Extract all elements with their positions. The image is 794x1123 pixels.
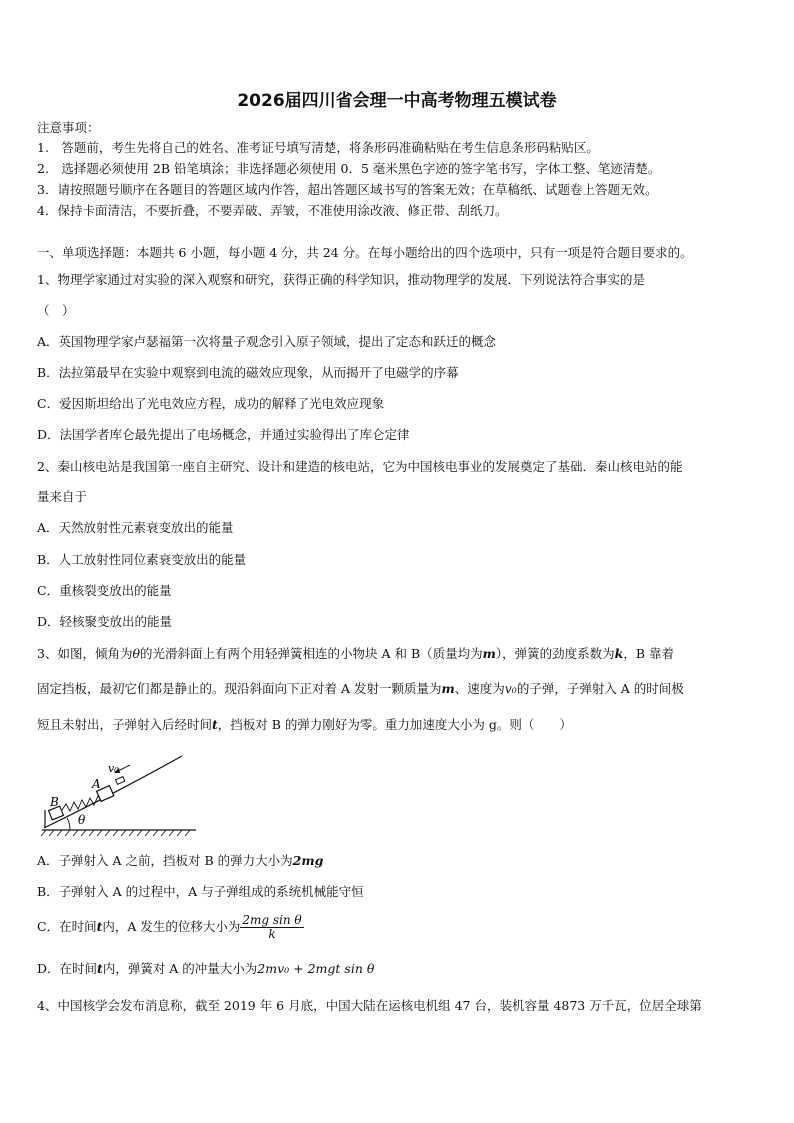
- question-stem: 量来自于: [37, 489, 88, 504]
- label-v0: v₀: [108, 762, 119, 775]
- option-value: 2mg: [292, 853, 324, 868]
- page-title: 2026届四川省会理一中高考物理五模试卷: [237, 91, 557, 111]
- symbol-k: k: [614, 646, 624, 661]
- symbol-m: m: [482, 646, 496, 661]
- symbol-t: t: [96, 919, 103, 934]
- stem-text: ，B 靠着: [623, 646, 674, 661]
- incline-figure: [40, 752, 200, 840]
- bullet: [116, 777, 125, 785]
- question-stem: [37, 646, 674, 662]
- fraction: [240, 914, 303, 941]
- question-4-stem: 4、中国核学会发布消息称，截至 2019 年 6 月底，中国大陆在运核电机组 47 台，装机容量 4873 万千瓦，位居全球第: [37, 998, 702, 1013]
- ground-hatching: [41, 830, 190, 836]
- option-b: B．人工放射性同位素衰变放出的能量: [37, 552, 247, 567]
- symbol-t: t: [212, 717, 218, 732]
- stem-text: ），弹簧的劲度系数为: [495, 646, 615, 661]
- stem-text: 短且未射出，子弹射入后经时间: [37, 717, 213, 732]
- stem-text: 、速度为: [454, 681, 505, 696]
- option-text: C．在时间: [37, 919, 97, 934]
- question-stem: 2、秦山核电站是我国第一座自主研究、设计和建造的核电站，它为中国核电事业的发展奠定了基础．秦山核电站的能: [37, 459, 683, 474]
- option-a: A．英国物理学家卢瑟福第一次将量子观念引入原子领域，提出了定态和跃迁的概念: [37, 334, 497, 349]
- option-c: C．爱因斯坦给出了光电效应方程，成功的解释了光电效应现象: [37, 396, 385, 411]
- notice-item: 2. 选择题必须使用 2B 铅笔填涂；非选择题必须使用 0．5 毫米黑色字迹的签字笔书写，字体工整、笔迹清楚。: [37, 161, 661, 176]
- answer-paren: （ ）: [37, 303, 75, 318]
- stem-text: ，挡板对 B 的弹力刚好为零。重力加速度大小为 g。则（ ）: [217, 717, 572, 732]
- stem-text: 3、如图，倾角为: [37, 646, 133, 661]
- question-stem: [37, 717, 572, 733]
- question-stem: [37, 681, 684, 697]
- option-value: 2mv₀ + 2mgt sin θ: [257, 961, 375, 976]
- label-a: A: [92, 777, 101, 791]
- question-stem: 1、物理学家通过对实验的深入观察和研究，获得正确的科学知识，推动物理学的发展．下列说法符合事实的是: [37, 272, 645, 287]
- option-text: 内，A 发生的位移大小为: [102, 919, 241, 934]
- notice-item: 3．请按照题号顺序在各题目的答题区域内作答，超出答题区域书写的答案无效；在草稿纸、试题卷上答题无效。: [37, 182, 658, 197]
- option-c: C．重核裂变放出的能量: [37, 583, 172, 598]
- stem-text: 的光滑斜面上有两个用轻弹簧相连的小物块 A 和 B（质量均为: [140, 646, 483, 661]
- option-d: D．轻核聚变放出的能量: [37, 614, 173, 629]
- symbol-t: t: [97, 961, 103, 976]
- label-b: B: [50, 795, 59, 809]
- stem-text: 的子弹，子弹射入 A 的时间极: [516, 681, 684, 696]
- option-a: [37, 853, 323, 869]
- option-b: B．法拉第最早在实验中观察到电流的磁效应现象，从而揭开了电磁学的序幕: [37, 365, 459, 380]
- symbol-m: m: [441, 681, 455, 696]
- option-c: [37, 914, 304, 941]
- option-b: B．子弹射入 A 的过程中，A 与子弹组成的系统机械能守恒: [37, 884, 364, 899]
- option-text: D．在时间: [37, 961, 98, 976]
- option-a: A．天然放射性元素衰变放出的能量: [37, 520, 234, 535]
- fraction-numerator: 2mg sin θ: [242, 913, 302, 927]
- notice-heading: 注意事项：: [37, 120, 100, 135]
- section-heading: 一、单项选择题：本题共 6 小题，每小题 4 分，共 24 分。在每小题给出的四个选项中，只有一项是符合题目要求的。: [37, 245, 693, 260]
- stem-text: 固定挡板，最初它们都是静止的。现沿斜面向下正对着 A 发射一颗质量为: [37, 681, 442, 696]
- option-text: 内，弹簧对 A 的冲量大小为: [102, 961, 258, 976]
- fraction-denominator: k: [268, 927, 276, 941]
- symbol-theta: θ: [132, 646, 140, 661]
- option-text: A．子弹射入 A 之前，挡板对 B 的弹力大小为: [37, 853, 293, 868]
- option-d: [37, 961, 374, 977]
- label-theta: θ: [78, 813, 86, 827]
- angle-arc: [67, 818, 70, 830]
- option-d: D．法国学者库仑最先提出了电场概念，并通过实验得出了库仑定律: [37, 427, 410, 442]
- notice-item: 1. 答题前，考生先将自己的姓名、准考证号填写清楚，将条形码准确粘贴在考生信息条形码粘贴区。: [37, 140, 599, 155]
- notice-item: 4．保持卡面清洁，不要折叠，不要弄破、弄皱，不准使用涂改液、修正带、刮纸刀。: [37, 203, 508, 218]
- symbol-v0: v₀: [504, 681, 517, 696]
